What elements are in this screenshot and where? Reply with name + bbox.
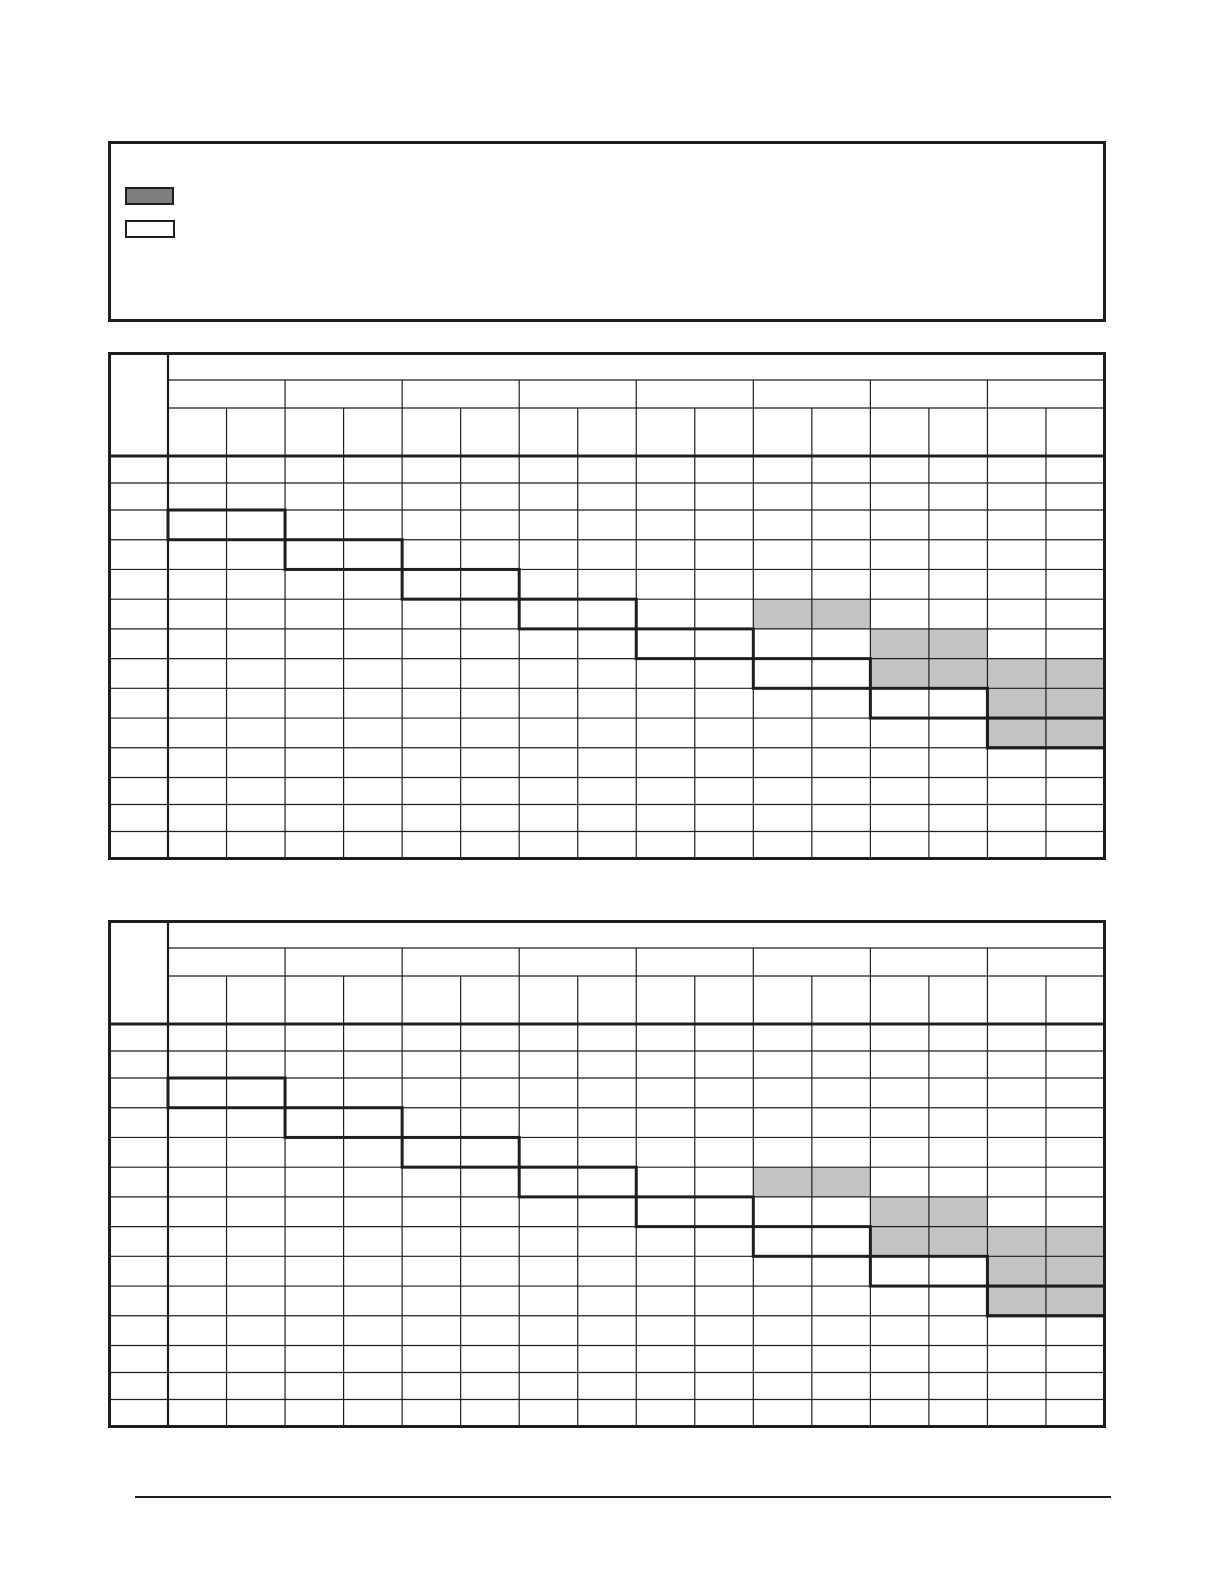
legend-box <box>108 141 1106 322</box>
shaded-cell <box>987 688 1046 718</box>
shaded-cell <box>929 1197 988 1227</box>
shaded-cell <box>1046 1256 1105 1286</box>
shaded-cell <box>1046 718 1105 748</box>
shaded-cell <box>1046 659 1105 689</box>
schedule-grid-1 <box>108 352 1106 860</box>
shaded-cell <box>987 1227 1046 1257</box>
grid-outer-border <box>110 354 1105 859</box>
shaded-cell <box>812 599 871 629</box>
shaded-cell <box>1046 1227 1105 1257</box>
shaded-cell <box>929 629 988 659</box>
shaded-cell <box>870 1227 929 1257</box>
shaded-cell <box>812 1167 871 1197</box>
shaded-cell <box>753 599 812 629</box>
grid-outer-border <box>110 922 1105 1427</box>
schedule-grid-2 <box>108 920 1106 1428</box>
grid-2-svg <box>108 920 1106 1428</box>
shaded-cell <box>1046 688 1105 718</box>
shaded-cell <box>987 1256 1046 1286</box>
shaded-cell <box>753 1167 812 1197</box>
grid-1-svg <box>108 352 1106 860</box>
shaded-cell <box>987 718 1046 748</box>
shaded-cell <box>870 659 929 689</box>
shaded-cell <box>870 629 929 659</box>
shaded-cell <box>1046 1286 1105 1316</box>
shaded-cell <box>929 659 988 689</box>
shaded-cell <box>987 659 1046 689</box>
shaded-cell <box>987 1286 1046 1316</box>
shaded-cell <box>929 1227 988 1257</box>
legend-light-swatch <box>125 220 175 238</box>
shaded-cell <box>870 1197 929 1227</box>
legend-dark-swatch <box>125 187 174 205</box>
footer-rule <box>135 1496 1111 1498</box>
